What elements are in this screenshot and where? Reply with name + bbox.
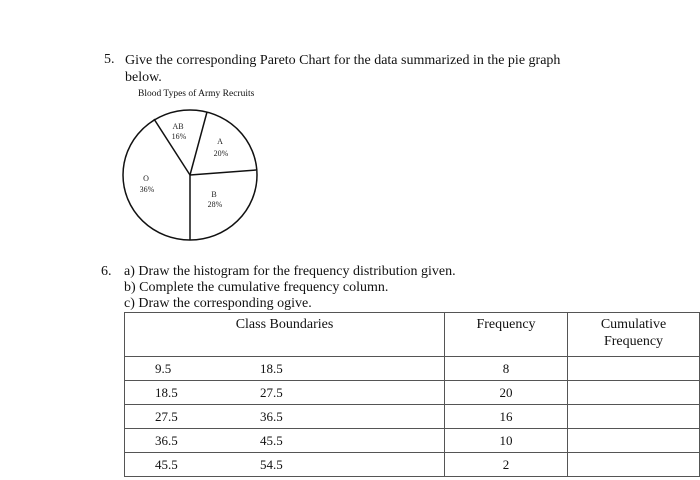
question-6-number: 6. [101,264,112,279]
question-5-number: 5. [104,52,115,67]
upper-boundary: 45.5 [260,433,283,448]
frequency-cell: 20 [445,381,568,405]
cumulative-frequency-cell[interactable] [568,357,700,381]
frequency-cell: 8 [445,357,568,381]
upper-boundary: 27.5 [260,385,283,400]
lower-boundary: 18.5 [155,385,178,400]
frequency-cell: 10 [445,429,568,453]
table-row [125,453,700,477]
divider-ab-a [190,112,207,175]
frequency-cell: 2 [445,453,568,477]
slice-a-label: A [217,137,223,146]
cumulative-frequency-cell[interactable] [568,405,700,429]
question-6c: c) Draw the corresponding ogive. [124,296,312,311]
frequency-cell: 16 [445,405,568,429]
upper-boundary: 36.5 [260,409,283,424]
slice-o-label: O [143,174,149,183]
cumulative-frequency-cell[interactable] [568,453,700,477]
lower-boundary: 45.5 [155,457,178,472]
lower-boundary: 36.5 [155,433,178,448]
question-6b: b) Complete the cumulative frequency column. [124,280,389,295]
table-row [125,405,700,429]
upper-boundary: 18.5 [260,361,283,376]
slice-b-label: B [211,190,217,199]
table-row [125,381,700,405]
class-boundary-cell [125,453,445,477]
slice-b-percent: 28% [207,200,223,209]
question-5-text [125,52,605,86]
divider-a-b [190,170,256,175]
question-5-line-2: below. [125,70,162,85]
slice-o-percent: 36% [139,185,155,194]
frequency-table [124,312,700,477]
header-cumulative-line-1: Cumulative [600,317,667,332]
pie-chart [120,108,270,248]
table-row [125,357,700,381]
pie-chart-title: Blood Types of Army Recruits [138,89,255,99]
slice-ab-label: AB [172,122,184,131]
header-cumulative-frequency [568,313,700,357]
cumulative-frequency-cell[interactable] [568,429,700,453]
header-frequency: Frequency [445,313,568,357]
slice-ab-percent: 16% [171,132,187,141]
question-6a: a) Draw the histogram for the frequency distribution given. [124,264,456,279]
class-boundary-cell [125,357,445,381]
header-cumulative-line-2: Frequency [603,334,664,349]
class-boundary-cell [125,381,445,405]
question-5-line-1: Give the corresponding Pareto Chart for the data summarized in the pie graph [125,53,561,68]
slice-a-percent: 20% [213,149,229,158]
cumulative-frequency-cell[interactable] [568,381,700,405]
table-row [125,429,700,453]
class-boundary-cell [125,429,445,453]
header-class-boundaries: Class Boundaries [125,313,445,357]
class-boundary-cell [125,405,445,429]
table-header-row [125,313,700,357]
lower-boundary: 9.5 [155,361,172,376]
lower-boundary: 27.5 [155,409,178,424]
upper-boundary: 54.5 [260,457,283,472]
